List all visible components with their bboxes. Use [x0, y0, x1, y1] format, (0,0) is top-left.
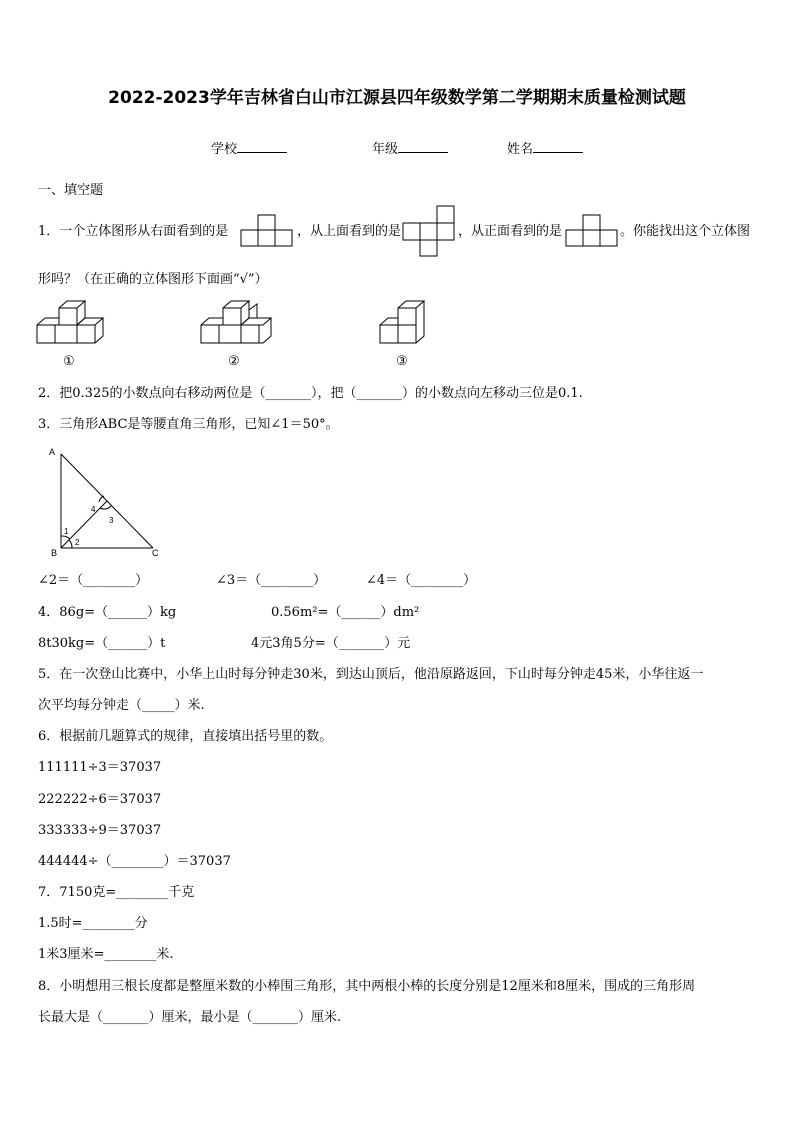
label-b: B [51, 548, 58, 558]
name-label: 姓名 [507, 142, 534, 157]
angle-1-label: 1 [64, 527, 69, 536]
q1-text-2: ，从上面看到的是 [297, 224, 402, 239]
q1-text-3: ，从正面看到的是 [458, 224, 563, 239]
school-blank[interactable] [237, 151, 287, 153]
angle-4-label: 4 [91, 505, 96, 514]
q4-c[interactable]: 8t30kg=（______）t [38, 636, 166, 651]
q4-a[interactable]: 4．86g=（______）kg [38, 605, 177, 620]
label-c: C [152, 548, 159, 558]
grade-label: 年级 [372, 142, 399, 157]
q1-text-5: 形吗？（在正确的立体图形下面画“√”） [38, 272, 268, 287]
q6-eq-1: 111111÷3＝37037 [38, 760, 162, 775]
school-field[interactable] [211, 143, 287, 156]
school-label: 学校 [211, 142, 238, 157]
triangle-diagram [44, 446, 164, 558]
q3-answer-4[interactable]: ∠4＝（________） [366, 573, 477, 588]
q3-answer-3[interactable]: ∠3＝（________） [216, 573, 327, 588]
q8-line-1: 8．小明想用三根长度都是整厘米数的小棒围三角形，其中两根小棒的长度分别是12厘米和8厘米，围成的三角形周 [38, 979, 696, 994]
q8-line-2[interactable]: 长最大是（_______）厘米，最小是（_______）厘米. [38, 1010, 342, 1025]
q6-eq-2: 222222÷6＝37037 [38, 792, 162, 807]
q4-b[interactable]: 0.56m²=（______）dm² [271, 605, 420, 620]
q3-text: 3．三角形ABC是等腰直角三角形，已知∠1＝50°。 [38, 417, 339, 432]
q4-d[interactable]: 4元3角5分=（_______）元 [251, 636, 411, 651]
q7-b[interactable]: 1.5时=________分 [38, 916, 148, 931]
q6-eq-4[interactable]: 444444÷（________）＝37037 [38, 854, 231, 869]
cube-figure-2 [201, 300, 271, 348]
grade-blank[interactable] [398, 151, 448, 153]
right-view-icon [241, 214, 293, 248]
q5-line-2[interactable]: 次平均每分钟走（_____）米. [38, 698, 205, 713]
name-blank[interactable] [533, 151, 583, 153]
angle-3-label: 3 [109, 516, 114, 525]
name-field[interactable] [507, 143, 583, 156]
front-view-icon [566, 214, 618, 248]
q1-text-4: 。你能找出这个立体图 [620, 224, 751, 239]
q6-text: 6．根据前几题算式的规律，直接填出括号里的数。 [38, 729, 333, 744]
grade-field[interactable] [372, 143, 448, 156]
q2-text: 2．把0.325的小数点向右移动两位是（_______），把（_______）的小数点向左移动三位是0.1. [38, 386, 583, 401]
angle-2-label: 2 [75, 538, 80, 547]
section-heading: 一、填空题 [38, 183, 104, 198]
cube-figure-3 [380, 300, 428, 348]
q3-answer-2[interactable]: ∠2＝（________） [38, 573, 149, 588]
option-3-label[interactable]: ③ [396, 354, 408, 369]
q7-c[interactable]: 1米3厘米=________米. [38, 947, 174, 962]
option-1-label[interactable]: ① [63, 354, 75, 369]
q1-text-1: 1．一个立体图形从右面看到的是 [38, 224, 229, 239]
cube-figure-1 [37, 300, 103, 348]
option-2-label[interactable]: ② [228, 354, 240, 369]
page-title: 2022-2023学年吉林省白山市江源县四年级数学第二学期期末质量检测试题 [108, 88, 686, 108]
label-a: A [49, 447, 56, 457]
q5-line-1: 5．在一次登山比赛中，小华上山时每分钟走30米，到达山顶后，他沿原路返回，下山时每分钟走45米，小华往返一 [38, 667, 704, 682]
top-view-icon [403, 205, 455, 257]
q6-eq-3: 333333÷9＝37037 [38, 823, 162, 838]
q7-a[interactable]: 7．7150克=________千克 [38, 885, 195, 900]
